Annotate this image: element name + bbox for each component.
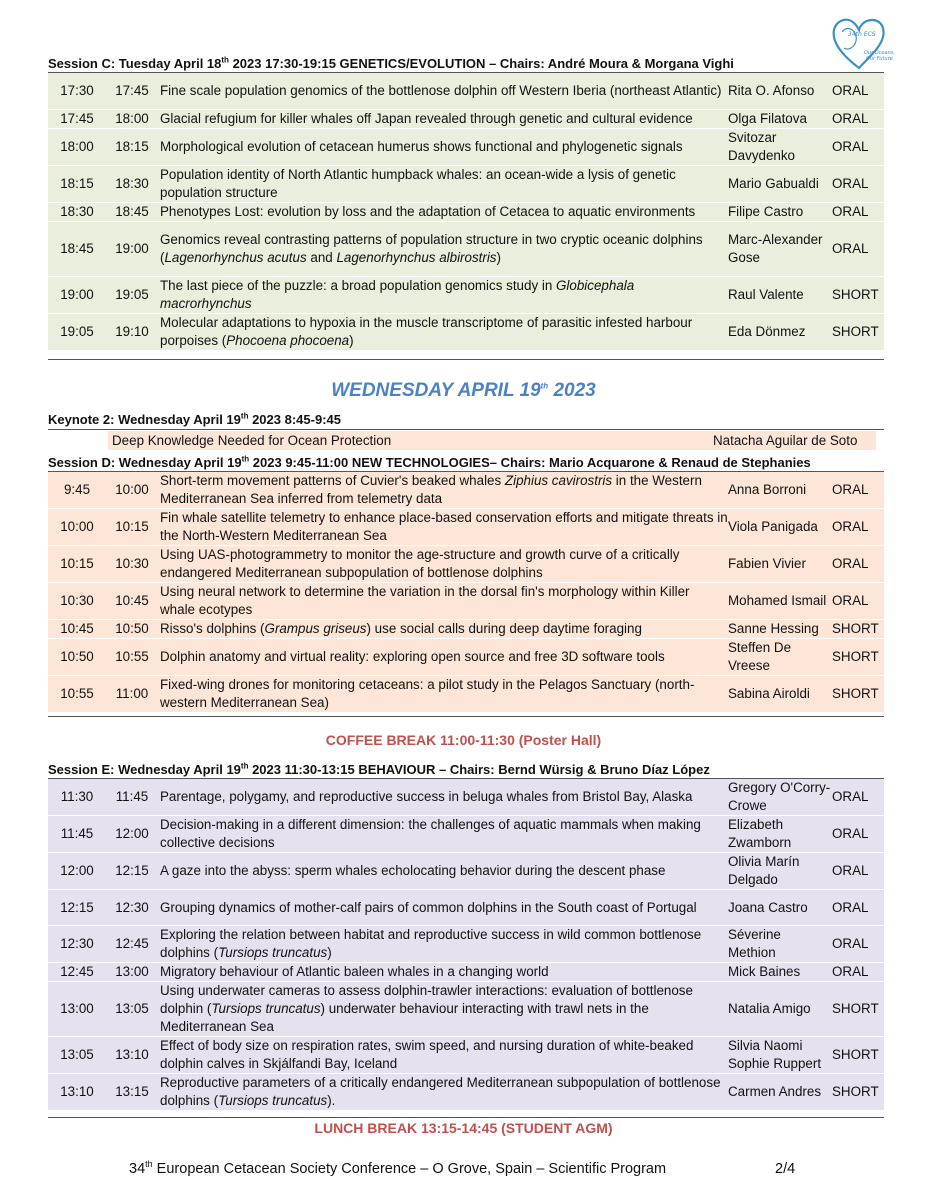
speaker: Séverine Methion [728,926,832,963]
title-part: Exploring the relation between habitat and reproductive success in wild common bottlenose dolphins ( [160,927,702,960]
keynote-row [108,431,876,450]
talk-row [48,509,884,546]
end-time: 11:45 [106,779,158,816]
end-time: 10:30 [106,546,158,583]
title-part: ) underwater behaviour interacting with trawl nets in the Mediterranean Sea [160,1001,649,1034]
talk-title: Morphological evolution of cetacean humerus shows functional and phylogenetic signals [158,128,728,165]
talk-row [48,890,884,926]
footer-text: 34th European Cetacean Society Conference – O Grove, Spain – Scientific Program [129,1159,667,1177]
talk-type: SHORT [832,313,884,350]
talk-type: SHORT [832,676,884,713]
talk-title [158,620,728,639]
speaker: Natalia Amigo [728,982,832,1037]
speaker: Mohamed Ismail [728,583,832,620]
end-time: 13:15 [106,1074,158,1111]
end-time: 10:45 [106,583,158,620]
talk-row [48,128,884,165]
start-time: 12:30 [48,926,106,963]
talk-row [48,963,884,982]
end-time: 19:10 [106,313,158,350]
session-d-table [48,472,884,712]
talk-title: Using neural network to determine the variation in the dorsal fin's morphology within Killer whale ecotypes [158,583,728,620]
talk-type: ORAL [832,221,884,276]
speaker: Mario Gabualdi [728,165,832,202]
talk-title: Fin whale satellite telemetry to enhance place-based conservation efforts and mitigate threats in the North-Western Mediterranean Sea [158,509,728,546]
species-name: Lagenorhynchus albirostris [336,249,497,265]
talk-type: ORAL [832,583,884,620]
talk-title: Using UAS-photogrammetry to monitor the age-structure and growth curve of a critically endangered Mediterranean subpopulation of bottlenose dolphins [158,546,728,583]
talk-type: ORAL [832,73,884,109]
talk-row [48,620,884,639]
talk-row [48,221,884,276]
title-part: ) [327,945,332,960]
start-time: 13:05 [48,1037,106,1074]
talk-type: ORAL [832,202,884,221]
talk-title: Grouping dynamics of mother-calf pairs of common dolphins in the South coast of Portugal [158,890,728,926]
svg-text:Our Oceans,: Our Oceans, [864,50,895,56]
speaker: Olga Filatova [728,109,832,128]
talk-row [48,165,884,202]
talk-row [48,1074,884,1111]
talk-title [158,982,728,1037]
talk-type: ORAL [832,963,884,982]
speaker: Olivia Marín Delgado [728,853,832,890]
talk-row [48,982,884,1037]
divider [48,1117,884,1118]
talk-type: SHORT [832,1074,884,1111]
session-c-table [48,73,884,350]
talk-row [48,779,884,816]
start-time: 9:45 [48,472,106,509]
title-part: Short-term movement patterns of Cuvier's beaked whales [160,473,505,488]
end-time: 12:00 [106,816,158,853]
speaker: Svitozar Davydenko [728,128,832,165]
start-time: 12:15 [48,890,106,926]
speaker: Viola Panigada [728,509,832,546]
talk-row [48,639,884,676]
start-time: 12:00 [48,853,106,890]
species-name: Tursiops truncatus [218,945,328,960]
svg-text:Our Future: Our Future [866,56,893,62]
talk-title: Dolphin anatomy and virtual reality: exploring open source and free 3D software tools [158,639,728,676]
start-time: 10:55 [48,676,106,713]
talk-title: Migratory behaviour of Atlantic baleen whales in a changing world [158,963,728,982]
title-part: and [306,249,337,265]
divider [48,716,884,717]
speaker: Anna Borroni [728,472,832,509]
talk-type: ORAL [832,165,884,202]
end-time: 18:30 [106,165,158,202]
title-part: ) use social calls during deep daytime foraging [366,621,642,636]
speaker: Sanne Hessing [728,620,832,639]
end-time: 10:55 [106,639,158,676]
start-time: 19:05 [48,313,106,350]
species-name: Ziphius cavirostris [504,473,613,488]
talk-title: Decision-making in a different dimension: the challenges of aquatic mammals when making collective decisions [158,816,728,853]
title-part: ) [349,332,354,348]
start-time: 17:30 [48,73,106,109]
talk-title: Fixed-wing drones for monitoring cetaceans: a pilot study in the Pelagos Sanctuary (north-western Mediterranean Sea) [158,676,728,713]
session-c-heading: Session C: Tuesday April 18th 2023 17:30-19:15 GENETICS/EVOLUTION – Chairs: André Moura & Morgana Vighi [48,55,734,71]
title-part: Molecular adaptations to hypoxia in the muscle transcriptome of parasitic infested harbour porpoises ( [160,314,693,348]
talk-row [48,926,884,963]
talk-title: Fine scale population genomics of the bottlenose dolphin off Western Iberia (northeast Atlantic) [158,73,728,109]
title-part: Genomics reveal contrasting patterns of population structure in two cryptic oceanic dolphins ( [160,231,703,265]
speaker: Elizabeth Zwamborn [728,816,832,853]
lunch-break: LUNCH BREAK 13:15-14:45 (STUDENT AGM) [314,1120,613,1136]
end-time: 13:10 [106,1037,158,1074]
speaker: Raul Valente [728,276,832,313]
talk-type: ORAL [832,816,884,853]
divider [48,429,884,430]
end-time: 12:30 [106,890,158,926]
end-time: 18:00 [106,109,158,128]
talk-type: ORAL [832,472,884,509]
speaker: Filipe Castro [728,202,832,221]
title-part: The last piece of the puzzle: a broad population genomics study in [160,277,557,293]
end-time: 19:05 [106,276,158,313]
talk-row [48,472,884,509]
start-time: 17:45 [48,109,106,128]
end-time: 10:15 [106,509,158,546]
talk-row [48,853,884,890]
end-time: 12:45 [106,926,158,963]
talk-title: A gaze into the abyss: sperm whales echolocating behavior during the descent phase [158,853,728,890]
talk-row [48,546,884,583]
keynote-title: Deep Knowledge Needed for Ocean Protection [112,433,392,448]
speaker: Rita O. Afonso [728,73,832,109]
talk-row [48,1037,884,1074]
start-time: 10:30 [48,583,106,620]
talk-row [48,583,884,620]
end-time: 10:50 [106,620,158,639]
talk-type: ORAL [832,509,884,546]
talk-title: Phenotypes Lost: evolution by loss and the adaptation of Cetacea to aquatic environments [158,202,728,221]
talk-title: Effect of body size on respiration rates, swim speed, and nursing duration of white-beaked dolphin calves in Skjálfandi Bay, Iceland [158,1037,728,1074]
speaker: Joana Castro [728,890,832,926]
talk-title: Population identity of North Atlantic humpback whales: an ocean-wide a lysis of genetic population structure [158,165,728,202]
talk-type: ORAL [832,128,884,165]
end-time: 11:00 [106,676,158,713]
species-name: Phocoena phocoena [226,332,350,348]
title-part: Reproductive parameters of a critically endangered Mediterranean subpopulation of bottlenose dolphins ( [160,1075,721,1108]
talk-row [48,276,884,313]
end-time: 12:15 [106,853,158,890]
talk-type: ORAL [832,109,884,128]
start-time: 12:45 [48,963,106,982]
talk-type: SHORT [832,276,884,313]
start-time: 10:15 [48,546,106,583]
start-time: 10:50 [48,639,106,676]
start-time: 11:30 [48,779,106,816]
talk-title [158,276,728,313]
day-heading: WEDNESDAY APRIL 19th 2023 [331,380,596,401]
end-time: 18:45 [106,202,158,221]
talk-row [48,202,884,221]
title-part: in the Western Mediterranean Sea inferred from telemetry data [160,473,702,506]
title-part: Risso's dolphins ( [160,621,265,636]
talk-type: SHORT [832,982,884,1037]
start-time: 13:10 [48,1074,106,1111]
start-time: 13:00 [48,982,106,1037]
species-name: Tursiops truncatus [211,1001,321,1016]
talk-type: ORAL [832,546,884,583]
speaker: Gregory O'Corry-Crowe [728,779,832,816]
talk-type: ORAL [832,853,884,890]
start-time: 18:15 [48,165,106,202]
speaker: Fabien Vivier [728,546,832,583]
talk-title [158,1074,728,1111]
title-part: ) [496,249,501,265]
talk-row [48,816,884,853]
talk-row [48,73,884,109]
speaker: Silvia Naomi Sophie Ruppert [728,1037,832,1074]
end-time: 13:05 [106,982,158,1037]
start-time: 18:30 [48,202,106,221]
session-d-heading: Session D: Wednesday April 19th 2023 9:45-11:00 NEW TECHNOLOGIES– Chairs: Mario Acquarone & Renaud de Stephanies [48,454,811,470]
talk-row [48,109,884,128]
talk-type: ORAL [832,890,884,926]
end-time: 17:45 [106,73,158,109]
end-time: 10:00 [106,472,158,509]
speaker: Carmen Andres [728,1074,832,1111]
page-number: 2/4 [775,1161,796,1177]
end-time: 19:00 [106,221,158,276]
talk-title [158,313,728,350]
talk-title: Parentage, polygamy, and reproductive success in beluga whales from Bristol Bay, Alaska [158,779,728,816]
talk-row [48,676,884,713]
start-time: 18:45 [48,221,106,276]
start-time: 19:00 [48,276,106,313]
talk-title [158,926,728,963]
speaker: Eda Dönmez [728,313,832,350]
title-part: Using underwater cameras to assess dolphin-trawler interactions: evaluation of bottlenose dolphin ( [160,983,693,1016]
speaker: Sabina Airoldi [728,676,832,713]
speaker: Mick Baines [728,963,832,982]
species-name: Globicephala macrorhynchus [160,277,635,311]
end-time: 13:00 [106,963,158,982]
talk-title [158,472,728,509]
talk-type: ORAL [832,926,884,963]
start-time: 11:45 [48,816,106,853]
session-e-table [48,779,884,1110]
keynote-heading: Keynote 2: Wednesday April 19th 2023 8:45-9:45 [48,411,341,427]
speaker: Steffen De Vreese [728,639,832,676]
species-name: Tursiops truncatus [218,1093,328,1108]
species-name: Grampus griseus [264,621,367,636]
session-e-heading: Session E: Wednesday April 19th 2023 11:30-13:15 BEHAVIOUR – Chairs: Bernd Würsig & Bruno Díaz López [48,761,710,777]
start-time: 10:45 [48,620,106,639]
talk-title: Glacial refugium for killer whales off Japan revealed through genetic and cultural evidence [158,109,728,128]
speaker: Marc-Alexander Gose [728,221,832,276]
coffee-break: COFFEE BREAK 11:00-11:30 (Poster Hall) [325,732,602,748]
talk-type: ORAL [832,779,884,816]
title-part: ). [327,1093,336,1108]
talk-type: SHORT [832,620,884,639]
keynote-speaker: Natacha Aguilar de Soto [713,433,858,448]
talk-title [158,221,728,276]
talk-type: SHORT [832,639,884,676]
start-time: 10:00 [48,509,106,546]
start-time: 18:00 [48,128,106,165]
end-time: 18:15 [106,128,158,165]
svg-text:34th ECS: 34th ECS [848,31,876,38]
talk-row [48,313,884,350]
species-name: Lagenorhynchus acutus [164,249,307,265]
talk-type: SHORT [832,1037,884,1074]
divider [48,359,884,360]
